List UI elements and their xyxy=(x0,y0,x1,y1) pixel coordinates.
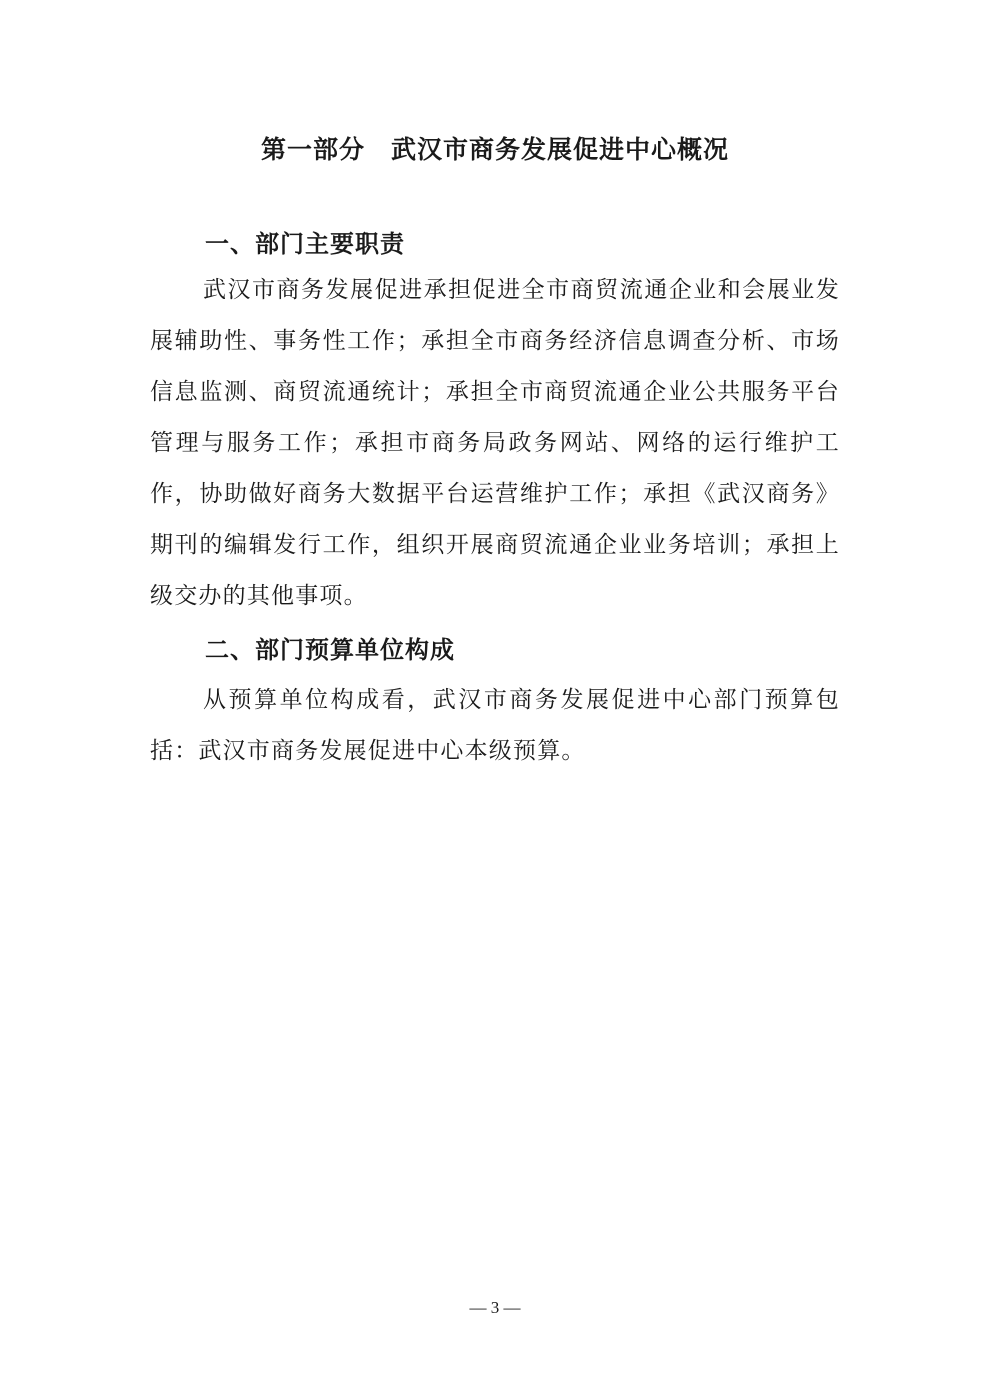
section-heading-budget-units: 二、部门预算单位构成 xyxy=(205,636,455,664)
page-number: — 3 — xyxy=(469,1298,521,1317)
section-paragraph-duties: 武汉市商务发展促进承担促进全市商贸流通企业和会展业发展辅助性、事务性工作；承担全市商务经济信息调查分析、市场信息监测、商贸流通统计；承担全市商贸流通企业公共服务平台管理与服务工作；承担市商务局政务网站、网络的运行维护工作，协助做好商务大数据平台运营维护工作；承担《武汉商务》期刊的编辑发行工作，组织开展商贸流通企业业务培训；承担上级交办的其他事项。 xyxy=(150,277,840,609)
section-paragraph-budget-units: 从预算单位构成看，武汉市商务发展促进中心部门预算包括：武汉市商务发展促进中心本级预算。 xyxy=(150,687,840,764)
page-title: 第一部分 武汉市商务发展促进中心概况 xyxy=(260,135,729,164)
section-heading-duties: 一、部门主要职责 xyxy=(205,230,405,258)
